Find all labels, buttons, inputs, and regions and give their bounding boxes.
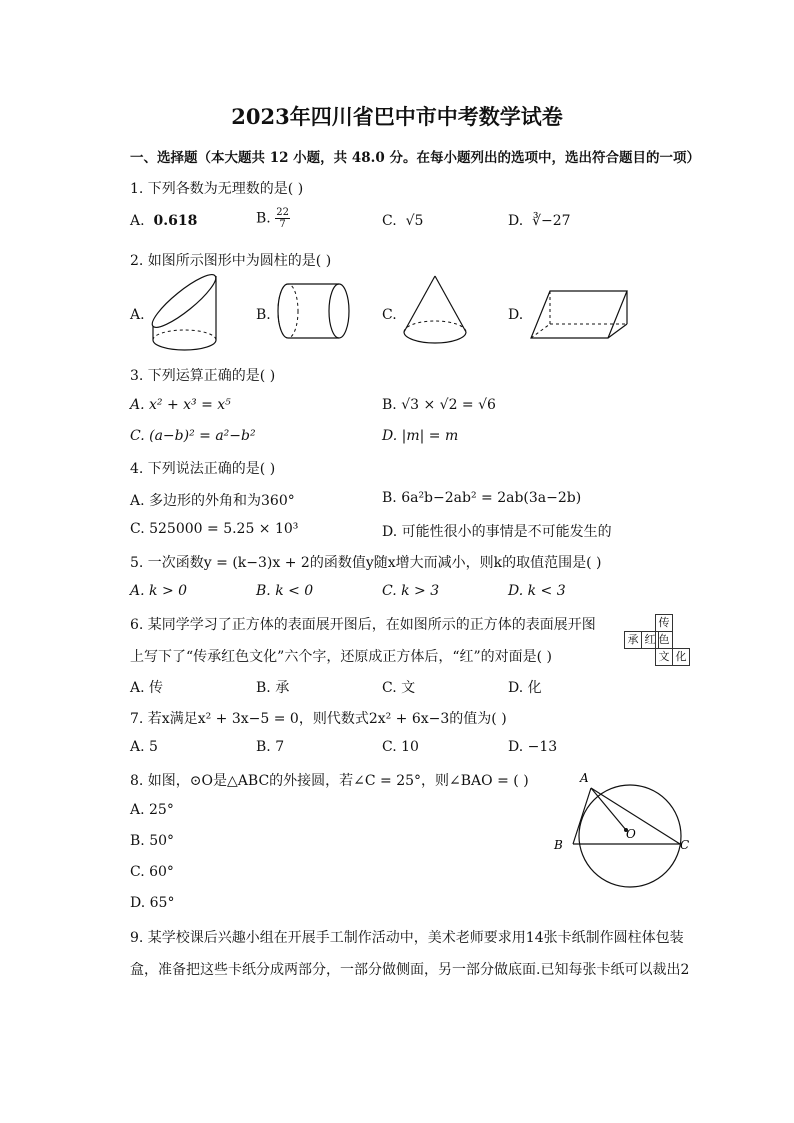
net-cell-chuan: 传 — [655, 614, 673, 632]
q8-option-c: C. 60° — [130, 864, 174, 880]
q2-option-a-label: A. — [130, 307, 145, 323]
q3-option-d: D. |m| = m — [382, 428, 459, 444]
q1-option-a — [130, 213, 197, 229]
q2-figure-a-slanted-cylinder — [150, 272, 226, 354]
q4-option-c: C. 525000 = 5.25 × 10³ — [130, 521, 299, 537]
net-cell-hua: 化 — [672, 648, 690, 666]
q4-stem: 4. 下列说法正确的是( ) — [130, 461, 276, 477]
q1-option-d-value: ∛−27 — [532, 213, 571, 229]
q2-option-d-label: D. — [508, 307, 524, 323]
q8-option-d: D. 65° — [130, 895, 175, 911]
q1-option-a-value: 0.618 — [153, 213, 198, 229]
q9-line1: 9. 某学校课后兴趣小组在开展手工制作活动中，美术老师要求用14张卡纸制作圆柱体包装 — [130, 930, 684, 946]
q3-option-c: C. (a−b)² = a²−b² — [130, 428, 256, 444]
q1-option-d-label: D. — [508, 213, 524, 229]
section-heading: 一、选择题（本大题共 12 小题，共 48.0 分。在每小题列出的选项中，选出符合题目的一项） — [130, 150, 700, 166]
q1-option-b-fraction — [275, 207, 290, 230]
q8-label-a: A — [580, 771, 589, 785]
q6-option-d: D. 化 — [508, 680, 542, 696]
q8-option-b: B. 50° — [130, 833, 175, 849]
q6-option-c: C. 文 — [382, 680, 416, 696]
q5-option-a: A. k > 0 — [130, 583, 188, 599]
q5-option-c: C. k > 3 — [382, 583, 440, 599]
q6-stem-line1: 6. 某同学学习了正方体的表面展开图后，在如图所示的正方体的表面展开图 — [130, 617, 596, 633]
q1-option-c-label: C. — [382, 213, 397, 229]
q8-circle-figure — [550, 770, 695, 890]
q8-stem: 8. 如图，⊙O是△ABC的外接圆，若∠C = 25°，则∠BAO = ( ) — [130, 773, 529, 789]
q2-stem: 2. 如图所示图形中为圆柱的是( ) — [130, 253, 332, 269]
q8-option-a: A. 25° — [130, 802, 174, 818]
q7-option-b: B. 7 — [256, 739, 285, 755]
net-cell-cheng: 承 — [624, 631, 642, 649]
q4-option-d: D. 可能性很小的事情是不可能发生的 — [382, 524, 612, 540]
q1-option-c — [382, 213, 423, 229]
q7-option-c: C. 10 — [382, 739, 419, 755]
q8-label-c: C — [680, 838, 690, 852]
q7-option-a: A. 5 — [130, 739, 158, 755]
q2-option-b-label: B. — [256, 307, 271, 323]
q3-stem: 3. 下列运算正确的是( ) — [130, 368, 276, 384]
page-title: 2023年四川省巴中市中考数学试卷 — [231, 104, 563, 129]
q1-option-d — [508, 213, 571, 229]
q5-option-b: B. k < 0 — [256, 583, 314, 599]
q4-option-b: B. 6a²b−2ab² = 2ab(3a−2b) — [382, 490, 582, 506]
q3-option-a: A. x² + x³ = x⁵ — [130, 397, 231, 413]
q6-stem-line2: 上写下了“传承红色文化”六个字，还原成正方体后，“红”的对面是( ) — [130, 649, 553, 665]
q2-option-c-label: C. — [382, 307, 397, 323]
q1-fraction-denominator: 7 — [279, 219, 286, 230]
q5-option-d: D. k < 3 — [508, 583, 566, 599]
q1-option-b-label: B. — [256, 210, 271, 227]
q7-stem: 7. 若x满足x² + 3x−5 = 0，则代数式2x² + 6x−3的值为( ) — [130, 711, 507, 727]
q1-option-c-value: √5 — [405, 213, 424, 229]
q1-fraction-numerator: 22 — [276, 207, 289, 218]
q8-label-b: B — [554, 838, 563, 852]
q2-figure-b-cylinder — [276, 282, 354, 342]
q9-line2: 盒，准备把这些卡纸分成两部分，一部分做侧面，另一部分做底面.已知每张卡纸可以裁出2 — [130, 962, 690, 978]
q1-option-b — [256, 207, 290, 230]
q3-option-b: B. √3 × √2 = √6 — [382, 397, 496, 413]
net-cell-se: 色 — [655, 631, 673, 649]
q1-option-a-label: A. — [130, 213, 145, 229]
net-cell-hong: 红 — [641, 631, 659, 649]
q2-figure-d-prism — [528, 286, 630, 342]
q4-option-a: A. 多边形的外角和为360° — [130, 493, 295, 509]
net-cell-wen: 文 — [655, 648, 673, 666]
q6-option-a: A. 传 — [130, 680, 164, 696]
q1-stem: 1. 下列各数为无理数的是( ) — [130, 181, 304, 197]
q7-option-d: D. −13 — [508, 739, 558, 755]
q2-figure-c-cone — [400, 274, 472, 350]
q5-stem: 5. 一次函数y = (k−3)x + 2的函数值y随x增大而减小，则k的取值范围是( ) — [130, 555, 602, 571]
q8-label-o: O — [626, 827, 636, 841]
q6-option-b: B. 承 — [256, 680, 290, 696]
